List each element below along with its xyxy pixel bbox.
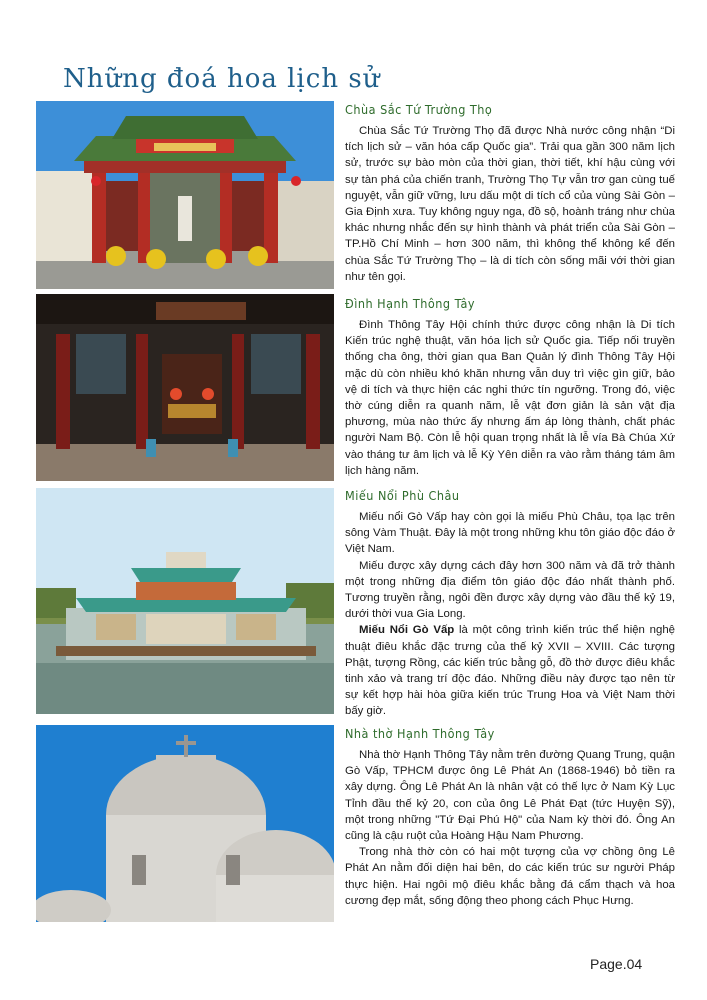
section-heading: Nhà thờ Hạnh Thông Tây (345, 726, 495, 741)
paragraph-text: là một công trình kiến trúc thể hiện nghệ thuật điêu khắc đặc trưng của thế kỷ XVII – XVIII. Các tượng Phật, tượng Rồng, các kiến trúc bằng gỗ, đồ thờ được điêu khắc tinh xảo và trang trí độc đáo. Những điều này được tạo nên từ sự kết hợp hài hòa giữa kiến trúc Trung Hoa và Việt Nam thời bấy giờ. (345, 624, 675, 718)
paragraph (345, 622, 675, 719)
church-dome-photo (36, 725, 334, 922)
paragraph: Đình Thông Tây Hội chính thức được công nhận là Di tích Kiến trúc nghệ thuật, văn hóa lịch sử Quốc gia. Tiếp nối truyền thống cha ông, thời gian qua Ban Quản lý đình Thông Tây Hội mặc dù còn nhiều khó khăn nhưng vẫn duy trì việc gìn giữ, bảo vệ di tích và thực hiện các nghi thức tín ngưỡng. Trong đó, việc thờ cúng diễn ra quanh năm, lễ vật đơn giản là sản vật địa phương, mùa nào thức ấy nhưng ấm áp lòng thành, chất phác người Nam Bộ. Còn lễ hội quan trọng nhất là lễ vía Bà Chúa Xứ vào tháng tư âm lịch và lễ Kỳ Yên diễn ra vào rằm tháng tám âm lịch hàng năm. (345, 319, 675, 477)
floating-temple-photo (36, 488, 334, 714)
section-heading: Chùa Sắc Tứ Trường Thọ (345, 102, 493, 117)
page-title: Những đoá hoa lịch sử (63, 64, 381, 94)
section-heading: Miếu Nổi Phù Châu (345, 488, 460, 503)
section-text (345, 509, 675, 720)
pagoda-gate-photo (36, 101, 334, 289)
paragraph: Nhà thờ Hạnh Thông Tây nằm trên đường Quang Trung, quận Gò Vấp, TPHCM được ông Lê Phát An (1868-1946) bỏ tiền ra xây dựng. Ông Lê Phát An là nhân vật có thế lực ở Nam Kỳ Lục Tỉnh đầu thế kỷ 20, con của ông Lê Phát Đạt (tức Huyện Sỹ), một trong những "Tứ Đại Phú Hộ" của Nam kỳ thời đó. Ông An cũng là cậu ruột của Hoàng Hậu Nam Phương. (345, 749, 675, 843)
paragraph: Miếu nổi Gò Vấp hay còn gọi là miếu Phù Châu, tọa lạc trên sông Vàm Thuật. Đây là một trong những khu tôn giáo độc đáo ở Việt Nam. (345, 511, 675, 556)
paragraph: Trong nhà thờ còn có hai một tượng của vợ chồng ông Lê Phát An nằm đối diện hai bên, do các kiến trúc sư người Pháp thực hiện. Hai ngôi mộ điêu khắc bằng đá cẩm thạch và hoa cương đẹp mắt, sống động theo phong cách Phục Hưng. (345, 846, 675, 907)
bold-term: Miếu Nổi Gò Vấp (359, 624, 455, 637)
section-text (345, 747, 675, 909)
paragraph: Miếu được xây dựng cách đây hơn 300 năm và đã trở thành một trong những địa điểm tôn giáo độc đáo nhất thành phố. Tương truyền rằng, ngôi đền được xây dựng vào đầu thế kỷ 19, dưới thời vua Gia Long. (345, 559, 675, 621)
page-number: Page.04 (590, 956, 643, 972)
section-text (345, 317, 675, 479)
section-heading: Đình Hạnh Thông Tây (345, 296, 476, 311)
section-text (345, 123, 675, 285)
temple-interior-photo (36, 294, 334, 481)
paragraph: Chùa Sắc Tứ Trường Thọ đã được Nhà nước công nhận “Di tích lịch sử – văn hóa cấp Quốc gia”. Trải qua gần 300 năm lịch sử, trước sự bào mòn của thời gian, thời tiết, khí hậu cùng với sự tàn phá của chiến tranh, Trường Thọ Tự vẫn trơ gan cùng tuế nguyệt, vẫn giữ vững, lưu dấu một di tích cổ của vùng Sài Gòn – Gia Định xưa. Tuy không nguy nga, đồ sộ, hoành tráng như chùa khác nhưng nhắc đến sự hình thành và phát triển của Sài Gòn – TP.Hồ Chí Minh – hơn 300 năm, thì không thể không kể đến chùa Sắc Tứ Trường Thọ – là di tích còn sống mãi với thời gian như tên gọi. (345, 125, 675, 283)
